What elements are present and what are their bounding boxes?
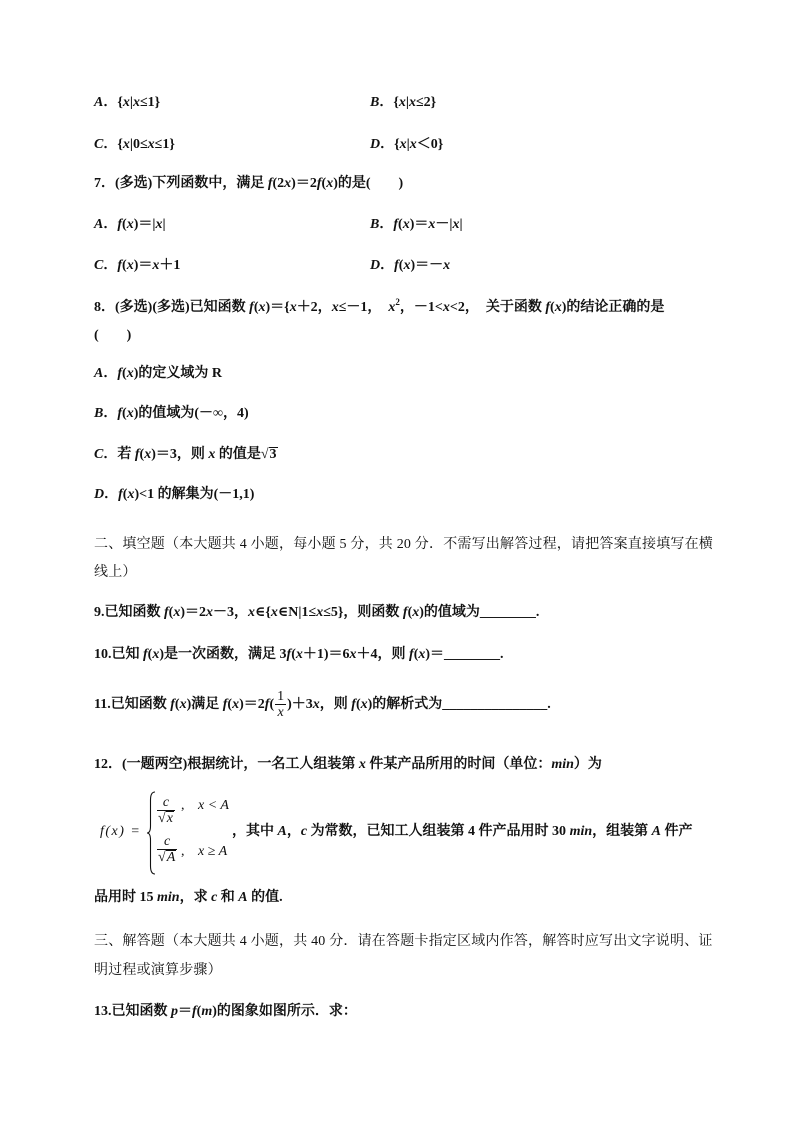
piecewise-function: [98, 788, 238, 878]
math-variable: x: [152, 647, 160, 662]
case2-numerator: c: [164, 834, 171, 849]
math-variable: f: [170, 697, 175, 712]
math-variable: c: [211, 890, 218, 905]
math-variable: x: [127, 487, 135, 502]
sqrt-symbol: √: [260, 447, 269, 462]
math-variable: x: [312, 697, 320, 712]
math-variable: C: [94, 137, 104, 152]
math-variable: f: [134, 447, 140, 462]
case2-comma: ,: [181, 844, 185, 859]
math-variable: x: [284, 176, 292, 191]
q12-stem: 12．(一题两空)根据统计，一名工人组装第 x 件某产品所用的时间（单位：min）为: [94, 757, 602, 772]
math-variable: x: [452, 217, 460, 232]
case2-fraction: [157, 834, 177, 866]
math-variable: x: [289, 300, 297, 315]
math-variable: A: [94, 217, 104, 232]
q8-exponent: 2: [395, 297, 400, 307]
case1-fraction: [157, 795, 175, 827]
math-variable: m: [201, 1004, 213, 1019]
q6-option-a: A．{x|x≤1}: [94, 95, 161, 110]
q11-fraction: [275, 689, 286, 721]
math-variable: x: [173, 605, 181, 620]
case2-radicand: A: [166, 850, 176, 865]
case1-radicand: x: [166, 811, 173, 826]
math-variable: x: [122, 137, 130, 152]
question-9: 9.已知函数 f(x)＝2x－3，x∈{x∈N|1≤x≤5}，则函数 f(x)的值域为________.: [94, 605, 540, 620]
math-variable: x: [126, 217, 134, 232]
section3-heading-line2: 明过程或演算步骤）: [94, 963, 222, 978]
question-11: [94, 685, 551, 725]
math-variable: D: [94, 487, 105, 502]
section2-heading-line2: 线上）: [94, 565, 137, 580]
math-variable: f: [164, 605, 169, 620]
math-variable: f: [267, 176, 273, 191]
math-variable: f: [351, 697, 356, 712]
math-variable: x: [232, 697, 240, 712]
math-variable: A: [277, 824, 287, 839]
math-variable: f: [409, 647, 414, 662]
math-variable: f: [316, 176, 322, 191]
case1-condition: x < A: [198, 798, 229, 813]
section2-heading-line1: 二、填空题（本大题共 4 小题，每小题 5 分，共 20 分．不需写出解答过程，请把答案直接填写在横: [94, 537, 713, 552]
math-variable: f: [117, 406, 123, 421]
case2-condition: x ≥ A: [198, 844, 228, 859]
question-10: 10.已知 f(x)是一次函数，满足 3f(x＋1)＝6x＋4，则 f(x)＝________.: [94, 647, 504, 662]
q6-option-d: D．{x|x＜0}: [370, 137, 444, 152]
case2-denominator: [157, 850, 177, 866]
math-variable: x: [258, 300, 266, 315]
math-variable: f: [394, 258, 399, 273]
math-variable: D: [370, 137, 381, 152]
case1-denominator: [157, 811, 175, 827]
math-variable: x: [349, 647, 357, 662]
math-variable: f: [118, 487, 123, 502]
q7-option-b: B．f(x)＝x－|x|: [370, 217, 463, 232]
q8-stem-part2: ，－1<x<2， 关于函数 f(x)的结论正确的是: [399, 300, 665, 315]
math-variable: x: [331, 300, 339, 315]
math-variable: x: [152, 258, 160, 273]
math-variable: f: [117, 217, 123, 232]
section3-heading-line1: 三、解答题（本大题共 4 小题，共 40 分．请在答题卡指定区域内作答，解答时应写出文字说明、证: [94, 934, 713, 949]
math-variable: f: [117, 258, 123, 273]
q8-option-a: A．f(x)的定义域为 R: [94, 366, 222, 381]
math-variable: f: [393, 217, 399, 232]
left-brace: [146, 791, 156, 875]
math-variable: x: [443, 258, 451, 273]
math-variable: x: [412, 605, 420, 620]
math-variable: x: [122, 95, 130, 110]
q12-text-end: 品用时 15 min，求 c 和 A 的值.: [94, 890, 283, 905]
math-variable: f: [192, 1004, 197, 1019]
math-variable: x: [326, 176, 334, 191]
math-variable: A: [94, 95, 104, 110]
q8-option-c-text: C．若 f(x)＝3，则 x 的值是: [94, 447, 261, 462]
math-variable: x: [144, 447, 152, 462]
math-variable: x: [358, 757, 366, 772]
math-variable: x: [403, 258, 411, 273]
math-variable: x: [399, 137, 407, 152]
math-variable: p: [171, 1004, 178, 1019]
q11-denominator: [277, 705, 285, 721]
q8-stem-part1: 8．(多选)(多选)已知函数 f(x)＝{x＋2，x≤－1， x: [94, 300, 396, 315]
math-variable: A: [238, 890, 248, 905]
math-variable: x: [418, 647, 426, 662]
math-variable: C: [94, 258, 104, 273]
math-variable: f: [264, 697, 270, 712]
math-variable: min: [157, 890, 180, 905]
math-variable: x: [409, 137, 417, 152]
math-variable: x: [248, 605, 256, 620]
math-variable: x: [316, 605, 324, 620]
function-lhs: f(x) =: [100, 824, 142, 839]
q11-text-before: 11.已知函数 f(x)满足 f(x)＝2f(: [94, 697, 275, 712]
q8-answer-bracket: ( ): [94, 328, 132, 343]
math-variable: x: [402, 217, 410, 232]
math-variable: x: [408, 95, 416, 110]
math-variable: x: [398, 95, 406, 110]
math-variable: f: [222, 697, 228, 712]
sqrt-symbol: √: [158, 850, 166, 865]
math-variable: c: [300, 824, 308, 839]
math-variable: x: [360, 697, 368, 712]
math-variable: x: [277, 705, 284, 720]
math-variable: x: [442, 300, 450, 315]
math-variable: x: [147, 137, 155, 152]
math-variable: B: [370, 95, 380, 110]
case1-numerator: c: [162, 795, 170, 810]
math-variable: x: [132, 95, 140, 110]
math-variable: x: [388, 300, 396, 315]
q7-option-c: C．f(x)＝x＋1: [94, 258, 181, 273]
math-variable: x: [206, 605, 214, 620]
math-variable: min: [569, 824, 593, 839]
q8-option-b: B．f(x)的值域为(－∞，4): [94, 406, 249, 421]
math-variable: A: [94, 366, 104, 381]
math-variable: x: [554, 300, 562, 315]
q7-option-a: A．f(x)＝|x|: [94, 217, 166, 232]
math-variable: C: [94, 447, 104, 462]
q7-option-d: D．f(x)＝－x: [370, 258, 451, 273]
q7-stem: 7．(多选)下列函数中，满足 f(2x)＝2f(x)的是( ): [94, 176, 404, 191]
math-variable: min: [551, 757, 574, 772]
q11-numerator: 1: [277, 689, 285, 704]
q12-text-continued: ，其中 A，c 为常数，已知工人组装第 4 件产品用时 30 min，组装第 A 件产: [232, 824, 693, 839]
math-variable: B: [94, 406, 104, 421]
math-variable: x: [208, 447, 216, 462]
math-variable: x: [155, 217, 163, 232]
math-variable: x: [126, 258, 134, 273]
math-variable: f: [143, 647, 148, 662]
math-variable: f: [402, 605, 408, 620]
math-variable: D: [370, 258, 381, 273]
math-variable: f: [286, 647, 292, 662]
math-variable: f: [249, 300, 254, 315]
math-variable: x: [126, 366, 134, 381]
math-variable: A: [651, 824, 661, 839]
math-variable: B: [370, 217, 380, 232]
q8-option-c: [94, 445, 278, 465]
q8-stem: [94, 298, 664, 318]
q8-option-c-radicand: 3: [269, 447, 277, 462]
math-variable: f: [545, 300, 551, 315]
sqrt-symbol: √: [158, 811, 166, 826]
math-variable: x: [126, 406, 134, 421]
q6-option-b: B．{x|x≤2}: [370, 95, 437, 110]
math-variable: x: [295, 647, 303, 662]
math-variable: x: [428, 217, 436, 232]
math-variable: x: [270, 605, 278, 620]
question-13: 13.已知函数 p＝f(m)的图象如图所示．求：: [94, 1004, 357, 1019]
q11-text-after: )＋3x，则 f(x)的解析式为_______________.: [287, 697, 551, 712]
math-variable: f: [117, 366, 123, 381]
q8-option-d: D．f(x)<1 的解集为(－1,1): [94, 487, 255, 502]
q6-option-c: C．{x|0≤x≤1}: [94, 137, 175, 152]
case1-comma: ,: [181, 798, 185, 813]
math-variable: x: [179, 697, 187, 712]
